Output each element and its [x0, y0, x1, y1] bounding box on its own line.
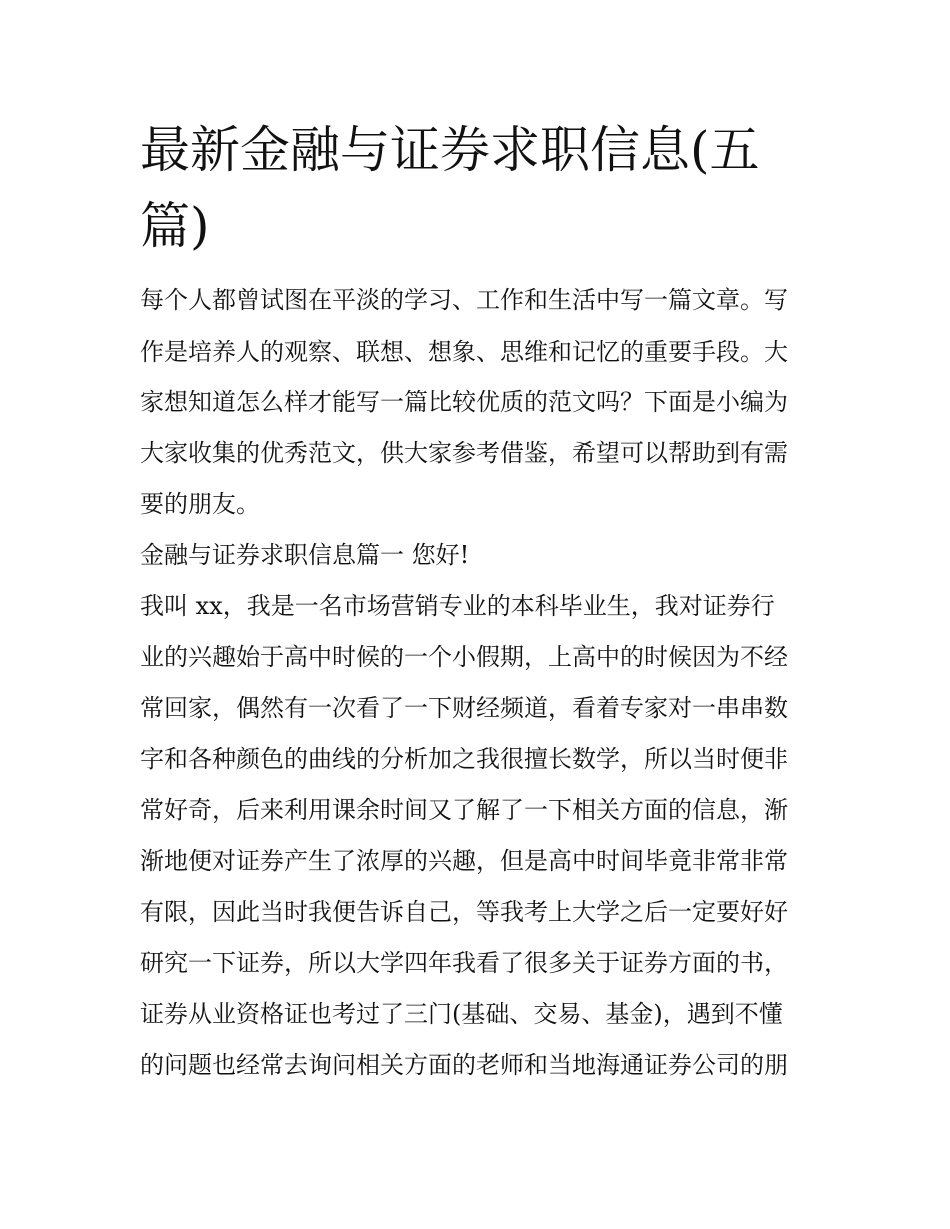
body-line: 要的朋友。: [140, 490, 260, 518]
body-line: 业的兴趣始于高中时候的一个小假期，上高中的时候因为不经: [140, 643, 788, 671]
body-line: 家想知道怎么样才能写一篇比较优质的范文吗？下面是小编为: [140, 388, 788, 416]
body-line: 渐地便对证券产生了浓厚的兴趣，但是高中时间毕竟非常非常: [140, 847, 788, 875]
body-line: 证券从业资格证也考过了三门(基础、交易、基金)，遇到不懂: [140, 1000, 783, 1028]
body-line: 有限，因此当时我便告诉自己，等我考上大学之后一定要好好: [140, 898, 788, 926]
document-title: 最新金融与证券求职信息(五篇): [140, 121, 760, 255]
body-line: 作是培养人的观察、联想、想象、思维和记忆的重要手段。大: [140, 338, 788, 366]
body-line: 常好奇，后来利用课余时间又了解了一下相关方面的信息，渐: [140, 796, 788, 824]
body-line: 大家收集的优秀范文，供大家参考借鉴，希望可以帮助到有需: [140, 439, 788, 467]
section-heading-line: 金融与证券求职信息篇一 您好!: [140, 541, 470, 569]
body-line: 我叫 xx，我是一名市场营销专业的本科毕业生，我对证券行: [140, 592, 775, 620]
body-line: 每个人都曾试图在平淡的学习、工作和生活中写一篇文章。写: [140, 286, 788, 314]
body-line: 常回家，偶然有一次看了一下财经频道，看着专家对一串串数: [140, 694, 788, 722]
body-line: 字和各种颜色的曲线的分析加之我很擅长数学，所以当时便非: [140, 745, 788, 773]
body-line: 研究一下证券，所以大学四年我看了很多关于证券方面的书，: [140, 949, 788, 977]
body-line: 的问题也经常去询问相关方面的老师和当地海通证券公司的朋: [140, 1051, 788, 1079]
